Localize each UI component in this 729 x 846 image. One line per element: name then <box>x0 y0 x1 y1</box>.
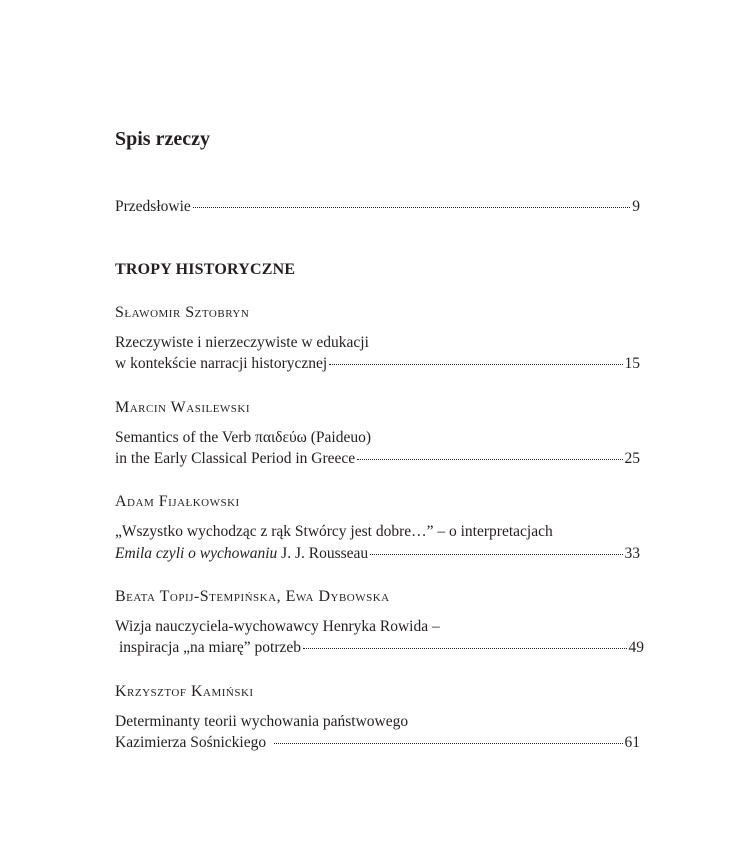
toc-entry[interactable] <box>115 354 640 374</box>
entry-title-line: Kazimierza Sośnickiego <box>115 734 267 751</box>
toc-entry[interactable] <box>115 733 640 753</box>
toc-entry[interactable] <box>115 638 644 658</box>
page-number: 49 <box>628 639 644 656</box>
entry-title-line[interactable]: Determinanty teorii wychowania państwowego <box>115 713 409 730</box>
entry-title-rest: J. J. Rousseau <box>277 545 369 562</box>
entry-title-line: inspiracja „na miarę” potrzeb <box>119 639 302 656</box>
page-number: 25 <box>624 450 640 467</box>
entry-title-line[interactable]: Wizja nauczyciela-wychowawcy Henryka Rowida – <box>115 618 440 635</box>
entry-title-line <box>115 544 368 564</box>
page-title: Spis rzeczy <box>115 128 210 150</box>
dot-leader <box>357 458 622 460</box>
toc-entry-preface[interactable] <box>115 197 640 217</box>
page-number: 9 <box>632 198 640 215</box>
entry-title-line: w kontekście narracji historycznej <box>115 355 328 372</box>
page-number: 15 <box>624 355 640 372</box>
entry-author: Marcin Wasilewski <box>115 399 251 416</box>
toc-entry[interactable] <box>115 449 640 469</box>
entry-author: Adam Fijałkowski <box>115 493 240 510</box>
page-number: 33 <box>624 545 640 562</box>
entry-author: Sławomir Sztobryn <box>115 304 250 321</box>
entry-author: Krzysztof Kamiński <box>115 683 254 700</box>
entry-title-line[interactable]: Semantics of the Verb παιδεύω (Paideuo) <box>115 429 371 446</box>
entry-title: Przedsłowie <box>115 198 191 215</box>
dot-leader <box>303 647 626 649</box>
entry-title-line: in the Early Classical Period in Greece <box>115 450 356 467</box>
entry-title-line[interactable]: „Wszystko wychodząc z rąk Stwórcy jest dobre…” – o interpretacjach <box>115 523 553 540</box>
dot-leader <box>329 363 622 365</box>
dot-leader <box>274 742 622 744</box>
entry-title-italic: Emila czyli o wychowaniu <box>115 545 278 562</box>
dot-leader <box>193 206 630 208</box>
page-number: 61 <box>624 734 640 751</box>
dot-leader <box>370 553 622 555</box>
section-heading: TROPY HISTORYCZNE <box>115 261 296 278</box>
toc-entry[interactable] <box>115 544 640 564</box>
entry-title-line[interactable]: Rzeczywiste i nierzeczywiste w edukacji <box>115 334 369 351</box>
entry-author: Beata Topij-Stempińska, Ewa Dybowska <box>115 588 390 605</box>
